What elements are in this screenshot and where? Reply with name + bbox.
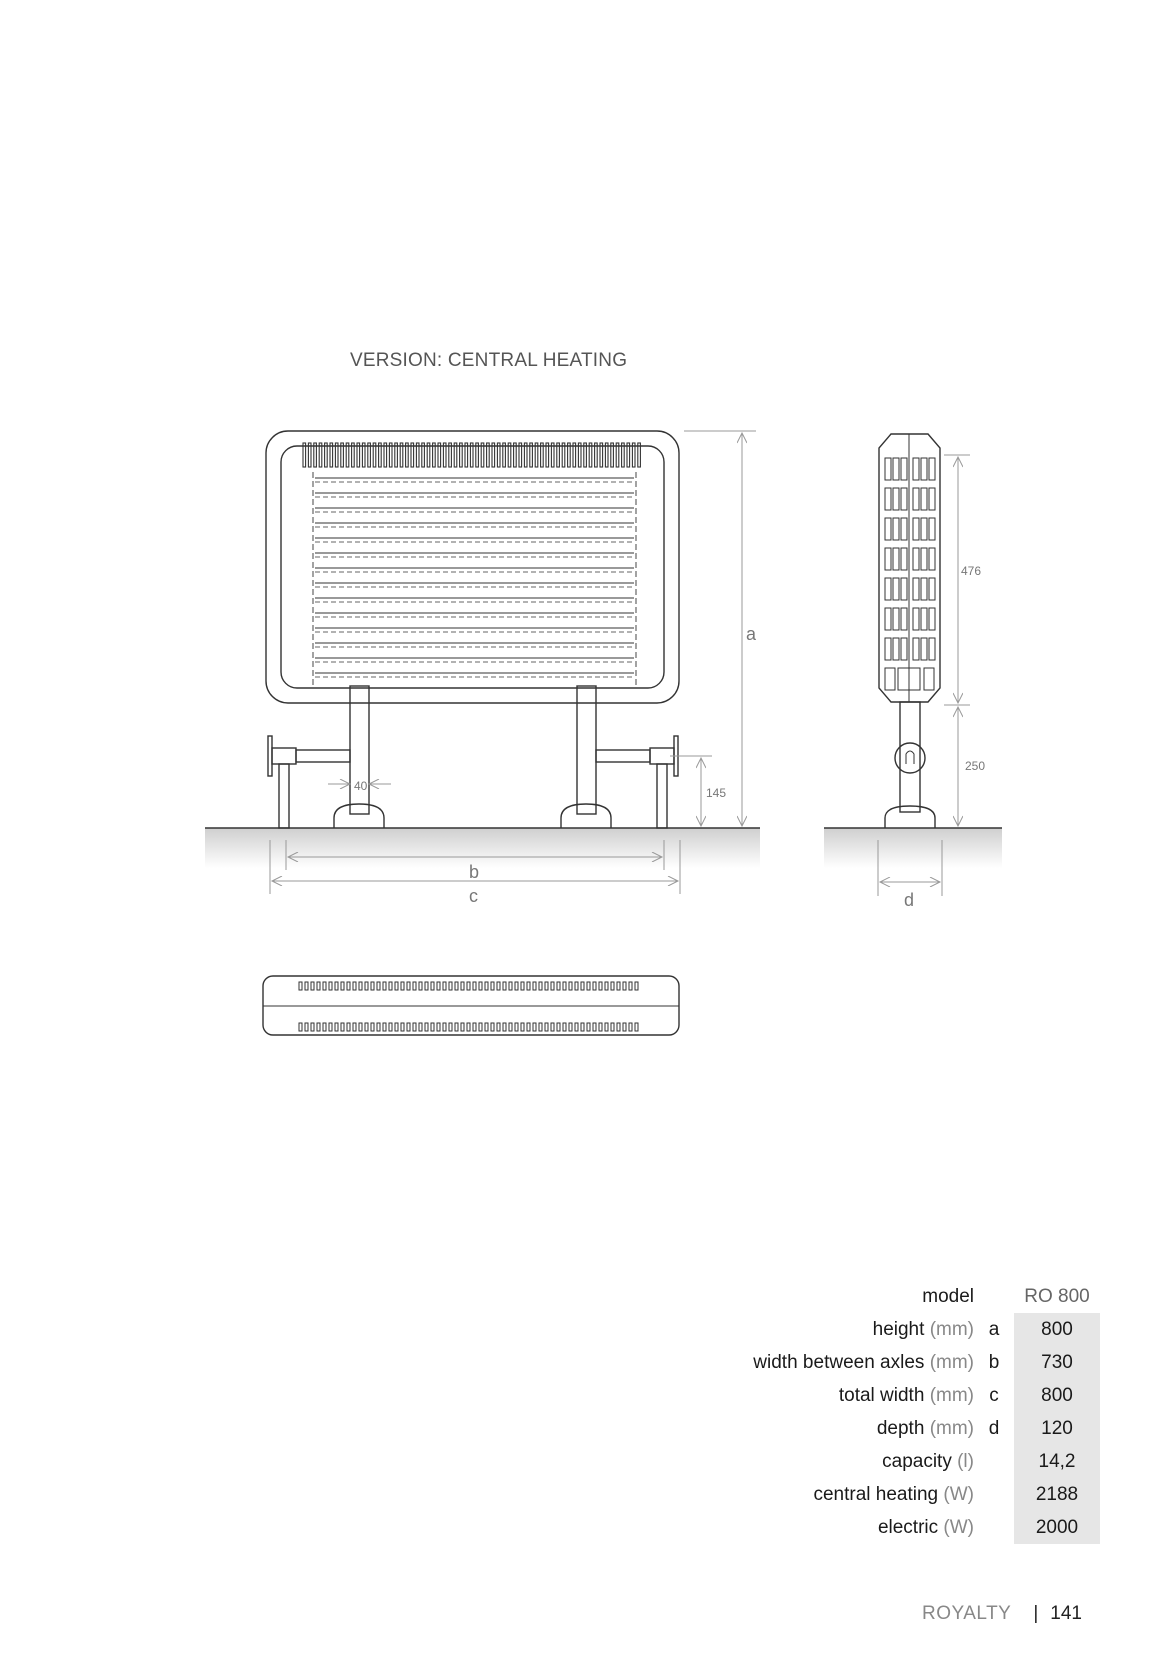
spec-label xyxy=(700,1412,974,1445)
dim-label-145: 145 xyxy=(706,786,727,800)
spec-model-value: RO 800 xyxy=(1024,1285,1090,1307)
dim-label-b: b xyxy=(469,862,480,882)
spec-label-text: width between axles xyxy=(753,1351,925,1373)
table-row xyxy=(700,1379,1100,1412)
spec-label xyxy=(700,1478,974,1511)
spec-label-text: depth xyxy=(876,1417,925,1439)
spec-label-text: height xyxy=(872,1318,925,1340)
dim-label-250: 250 xyxy=(965,759,986,773)
side-cells xyxy=(885,458,935,690)
spec-unit: (l) xyxy=(957,1450,974,1472)
spec-label-text: central heating xyxy=(813,1483,939,1505)
dim-label-c: c xyxy=(469,886,478,906)
footer-separator: | xyxy=(1033,1603,1039,1624)
spec-value: 800 xyxy=(1014,1379,1100,1412)
front-slats xyxy=(315,478,634,677)
side-view xyxy=(824,434,1002,868)
spec-key xyxy=(974,1478,1014,1511)
table-row xyxy=(700,1511,1100,1544)
dim-label-40: 40 xyxy=(354,779,368,793)
spec-key: b xyxy=(988,1351,1000,1373)
version-title: VERSION: CENTRAL HEATING xyxy=(350,350,628,371)
top-view xyxy=(263,976,679,1035)
spec-table xyxy=(700,1280,1100,1544)
spec-key: d xyxy=(988,1417,1000,1439)
spec-model-label: model xyxy=(922,1285,974,1307)
spec-value: 120 xyxy=(1014,1412,1100,1445)
table-row xyxy=(700,1412,1100,1445)
spec-label-text: capacity xyxy=(882,1450,952,1472)
table-row xyxy=(700,1346,1100,1379)
spec-value: 2188 xyxy=(1014,1478,1100,1511)
spec-unit: (W) xyxy=(943,1483,974,1505)
spec-unit: (mm) xyxy=(929,1417,974,1439)
front-view xyxy=(205,431,760,868)
spec-value: 730 xyxy=(1014,1346,1100,1379)
table-row xyxy=(700,1445,1100,1478)
spec-key xyxy=(974,1511,1014,1544)
spec-key: a xyxy=(988,1318,1000,1340)
spec-unit: (W) xyxy=(943,1516,974,1538)
spec-value: 14,2 xyxy=(1014,1445,1100,1478)
dim-label-476: 476 xyxy=(961,564,982,578)
spec-key xyxy=(974,1445,1014,1478)
spec-label-text: electric xyxy=(877,1516,939,1538)
spec-label xyxy=(700,1313,974,1346)
spec-unit: (mm) xyxy=(929,1351,974,1373)
front-dimensions xyxy=(270,431,756,894)
spec-key: c xyxy=(989,1384,999,1406)
dim-label-a: a xyxy=(746,624,757,644)
page-number: 141 xyxy=(1050,1603,1082,1624)
spec-unit: (mm) xyxy=(929,1384,974,1406)
table-row xyxy=(700,1313,1100,1346)
dim-label-d: d xyxy=(904,890,915,910)
spec-unit: (mm) xyxy=(929,1318,974,1340)
spec-header-row xyxy=(700,1280,1100,1313)
top-view-fins-lower xyxy=(299,1023,638,1031)
spec-label xyxy=(700,1445,974,1478)
footer-brand: ROYALTY xyxy=(921,1603,1012,1624)
spec-label xyxy=(700,1511,974,1544)
table-row xyxy=(700,1478,1100,1511)
spec-value: 800 xyxy=(1014,1313,1100,1346)
spec-label xyxy=(700,1346,974,1379)
spec-label xyxy=(700,1379,974,1412)
top-view-fins-upper xyxy=(299,982,638,990)
page-footer xyxy=(922,1603,1082,1625)
spec-label-text: total width xyxy=(838,1384,925,1406)
spec-value: 2000 xyxy=(1014,1511,1100,1544)
